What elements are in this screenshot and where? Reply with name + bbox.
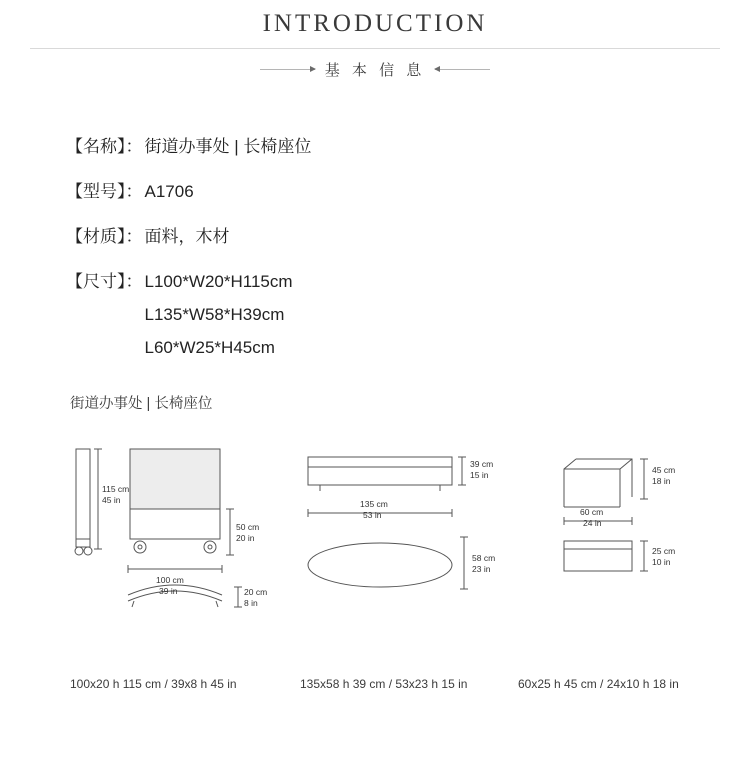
product-name: 街道办事处 | 长椅座位 [70,395,213,412]
diagram1-width-cm: 100 cm [156,574,184,585]
dimension-line-1: L100*W20*H115cm [144,272,293,292]
header-divider [30,48,720,49]
diagram-captions [0,677,750,697]
page-title: INTRODUCTION [262,10,488,37]
diagram2-depth-cm: 58 cm [472,552,496,563]
diagram1-depth-cm: 50 cm [236,521,260,532]
spec-value-dimensions [145,271,293,359]
spec-value: 面料，木材 [144,227,230,247]
diagram1-depth-in: 20 in [236,532,255,543]
spec-value: A1706 [144,182,194,202]
diagram3-width-cm: 60 cm [580,506,604,517]
diagram2-height-in: 15 in [470,469,489,480]
spec-label: 【尺寸】： [66,272,143,292]
diagram3-height-cm: 45 cm [652,464,676,475]
spec-row-model [66,181,750,203]
caption-3: 60x25 h 45 cm / 24x10 h 18 in [518,676,679,691]
caption-2: 135x58 h 39 cm / 53x23 h 15 in [300,676,468,691]
spec-label: 【材质】： [66,227,143,247]
spec-value: 街道办事处 | 长椅座位 [144,137,312,156]
dimension-line-3: L60*W25*H45cm [144,338,275,358]
diagram-stool [540,437,720,637]
page-header [0,0,750,80]
diagram1-height-in: 45 in [102,494,121,505]
spec-label: 【名称】： [66,137,143,156]
spec-row-name [66,136,750,158]
diagram2-width-in: 53 in [363,509,382,520]
header-subtitle: 基 本 信 息 [324,62,426,79]
diagram1-height-cm: 115 cm [102,483,130,494]
diagram3-depth-cm: 25 cm [652,545,676,556]
diagram2-depth-in: 23 in [472,563,491,574]
left-arrow-icon [260,69,315,70]
header-subtitle-group [0,59,750,80]
caption-1: 100x20 h 115 cm / 39x8 h 45 in [70,676,237,691]
dimension-line-2: L135*W58*H39cm [144,305,285,325]
diagram1-width-in: 39 in [159,585,178,596]
spec-label: 【型号】： [66,182,143,202]
diagram2-height-cm: 39 cm [470,458,494,469]
spec-row-material [66,226,750,248]
diagram3-height-in: 18 in [652,475,671,486]
dimension-diagrams [0,437,750,667]
spec-list [66,136,750,360]
diagram3-width-in: 24 in [583,517,602,528]
diagram2-width-cm: 135 cm [360,498,388,509]
spec-row-dimensions [66,271,750,359]
diagram-bench-with-panel [62,437,282,637]
diagram1-extra-in: 8 in [244,597,258,608]
diagram-bench-top [300,437,520,637]
diagram1-extra-cm: 20 cm [244,586,268,597]
right-arrow-icon [435,69,490,70]
diagram3-depth-in: 10 in [652,556,671,567]
